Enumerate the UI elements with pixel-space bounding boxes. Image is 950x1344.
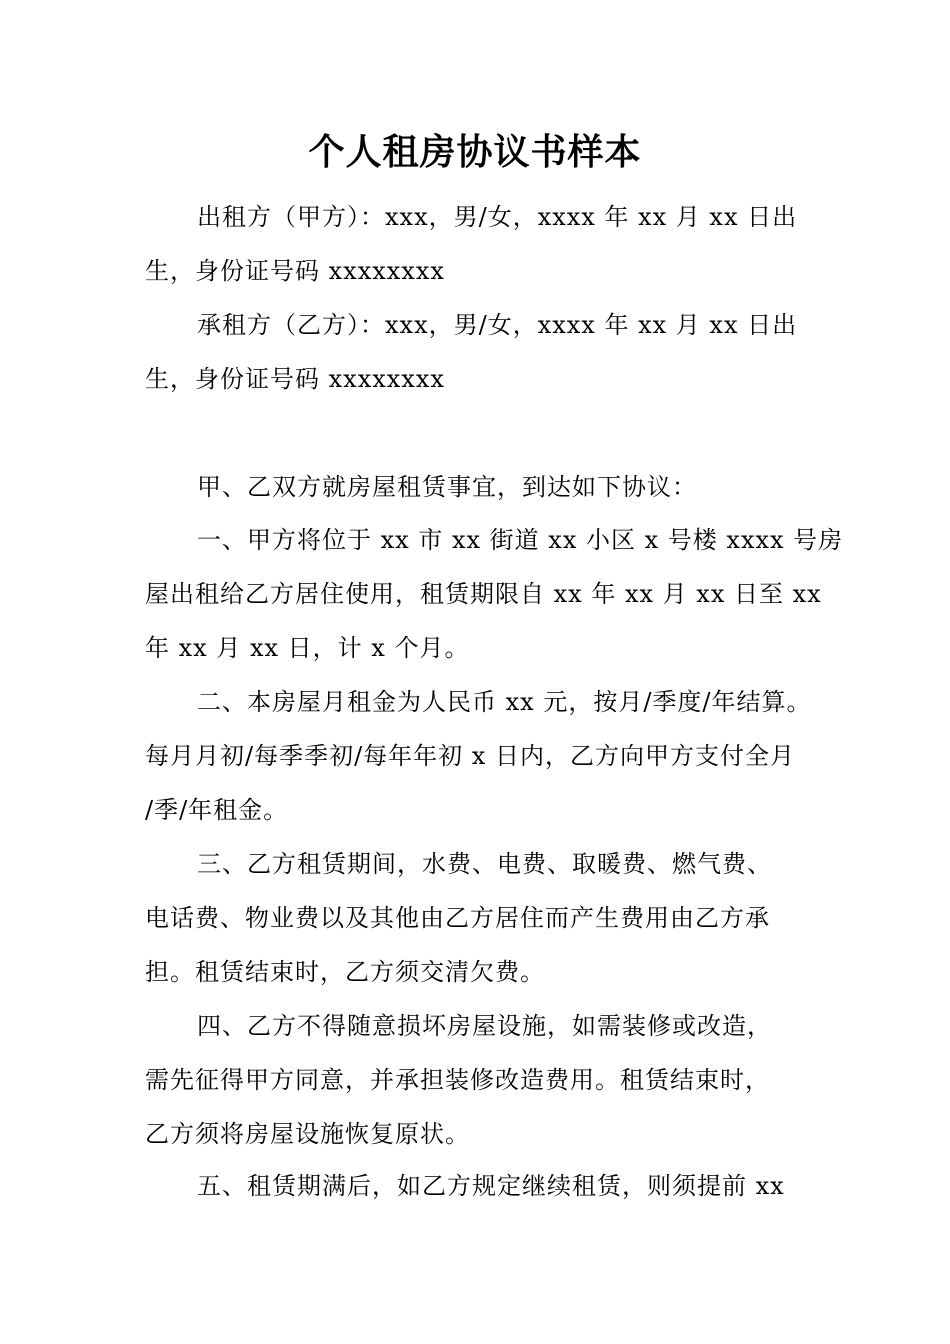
lessee-line-2: 生，身份证号码 xxxxxxxx <box>145 365 445 393</box>
clause-1-line-3: 年 xx 月 xx 日，计 x 个月。 <box>145 634 470 662</box>
lessor-line-1: 出租方（甲方）：xxx，男/女，xxxx 年 xx 月 xx 日出 <box>197 203 798 231</box>
clause-4-line-1: 四、乙方不得随意损坏房屋设施，如需装修或改造， <box>197 1012 772 1040</box>
document-title: 个人租房协议书样本 <box>308 132 642 173</box>
clause-4-line-2: 需先征得甲方同意，并承担装修改造费用。租赁结束时， <box>145 1066 770 1094</box>
clause-3-line-3: 担。租赁结束时，乙方须交清欠费。 <box>145 958 545 986</box>
clause-3-line-1: 三、乙方租赁期间，水费、电费、取暖费、燃气费、 <box>197 850 772 878</box>
clause-3-line-2: 电话费、物业费以及其他由乙方居住而产生费用由乙方承 <box>145 904 770 932</box>
lessor-line-2: 生，身份证号码 xxxxxxxx <box>145 257 445 285</box>
clause-2-line-1: 二、本房屋月租金为人民币 xx 元，按月/季度/年结算。 <box>197 688 812 716</box>
clause-4-line-3: 乙方须将房屋设施恢复原状。 <box>145 1120 470 1148</box>
clause-1-line-2: 屋出租给乙方居住使用，租赁期限自 xx 年 xx 月 xx 日至 xx <box>145 580 822 608</box>
clause-5-line-1: 五、租赁期满后，如乙方规定继续租赁，则须提前 xx <box>197 1172 785 1200</box>
agreement-intro: 甲、乙双方就房屋租赁事宜，到达如下协议： <box>197 473 697 501</box>
clause-1-line-1: 一、甲方将位于 xx 市 xx 街道 xx 小区 x 号楼 xxxx 号房 <box>197 526 844 554</box>
lessee-line-1: 承租方（乙方）：xxx，男/女，xxxx 年 xx 月 xx 日出 <box>197 311 798 339</box>
clause-2-line-3: /季/年租金。 <box>145 796 289 824</box>
clause-2-line-2: 每月月初/每季季初/每年年初 x 日内，乙方向甲方支付全月 <box>145 742 795 770</box>
